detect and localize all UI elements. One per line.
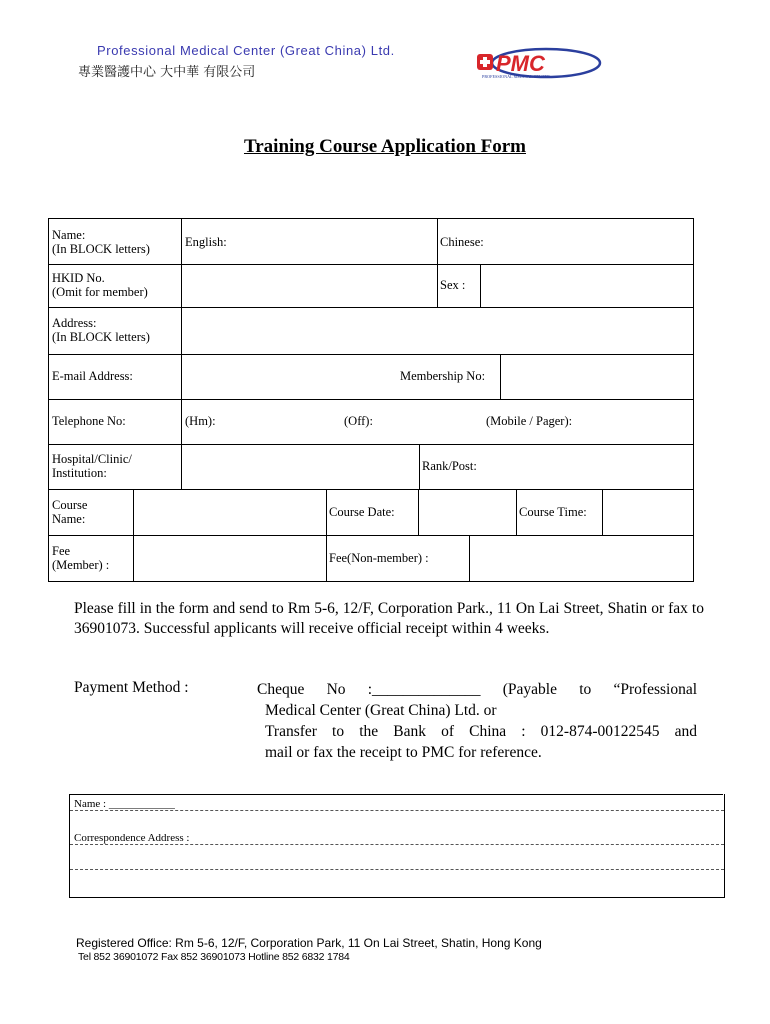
name-sub-label: (In BLOCK letters) bbox=[52, 242, 150, 256]
course-date-label: Course Date: bbox=[329, 505, 395, 519]
address-label: Address: bbox=[52, 316, 97, 330]
hkid-label: HKID No. bbox=[52, 271, 105, 285]
company-name-english: Professional Medical Center (Great China) Ltd. bbox=[97, 43, 395, 58]
payment-line-3: Transfer to the Bank of China : 012-874-00122545 and bbox=[265, 723, 697, 740]
hospital-label: Hospital/Clinic/ bbox=[52, 452, 132, 466]
payment-line-2: Medical Center (Great China) Ltd. or bbox=[265, 702, 497, 719]
name-label: Name: bbox=[52, 228, 86, 242]
hkid-sub-label: (Omit for member) bbox=[52, 285, 148, 299]
correspondence-address-label: Correspondence Address : bbox=[74, 832, 190, 844]
mobile-phone-label: (Mobile / Pager): bbox=[486, 414, 573, 428]
contact-numbers: Tel 852 36901072 Fax 852 36901073 Hotline 852 6832 1784 bbox=[78, 951, 350, 963]
fee-nonmember-label: Fee(Non-member) : bbox=[329, 551, 429, 565]
address-sub-label: (In BLOCK letters) bbox=[52, 330, 150, 344]
membership-label: Membership No: bbox=[400, 369, 486, 383]
correspondence-box bbox=[69, 794, 725, 898]
application-form-table bbox=[48, 218, 694, 582]
telephone-label: Telephone No: bbox=[52, 414, 126, 428]
sex-label: Sex : bbox=[440, 278, 466, 292]
payment-method-details bbox=[257, 679, 697, 763]
payment-line-1: Cheque No :______________ (Payable to “Professional bbox=[257, 681, 697, 698]
form-title: Training Course Application Form bbox=[243, 136, 527, 157]
payment-method-label: Payment Method : bbox=[74, 679, 189, 696]
chinese-name-label: Chinese: bbox=[440, 235, 484, 249]
institution-label: Institution: bbox=[52, 466, 107, 480]
fee-label: Fee bbox=[52, 544, 71, 558]
instructions-paragraph: Please fill in the form and send to Rm 5-6, 12/F, Corporation Park., 11 On Lai Street, Shatin or fax to 36901073. Successful applicants will receive official receipt within 4 weeks. bbox=[74, 600, 704, 637]
home-phone-label: (Hm): bbox=[185, 414, 216, 428]
rank-label: Rank/Post: bbox=[422, 459, 477, 473]
english-name-label: English: bbox=[185, 235, 227, 249]
correspondence-name-label: Name : ____________ bbox=[74, 798, 175, 810]
course-time-label: Course Time: bbox=[519, 505, 587, 519]
email-label: E-mail Address: bbox=[52, 369, 133, 383]
fee-member-label: (Member) : bbox=[52, 558, 110, 572]
course-name-label: Name: bbox=[52, 512, 86, 526]
registered-office: Registered Office: Rm 5-6, 12/F, Corporation Park, 11 On Lai Street, Shatin, Hong Kong bbox=[76, 936, 542, 950]
payment-line-4: mail or fax the receipt to PMC for reference. bbox=[265, 744, 542, 761]
svg-text:PROFESSIONAL MEDICAL CENTER: PROFESSIONAL MEDICAL CENTER bbox=[482, 74, 550, 79]
office-phone-label: (Off): bbox=[344, 414, 373, 428]
course-label: Course bbox=[52, 498, 88, 512]
company-name-chinese: 專業醫護中心 大中華 有限公司 bbox=[78, 65, 256, 80]
pmc-logo bbox=[474, 47, 602, 81]
svg-text:PMC: PMC bbox=[496, 51, 545, 76]
